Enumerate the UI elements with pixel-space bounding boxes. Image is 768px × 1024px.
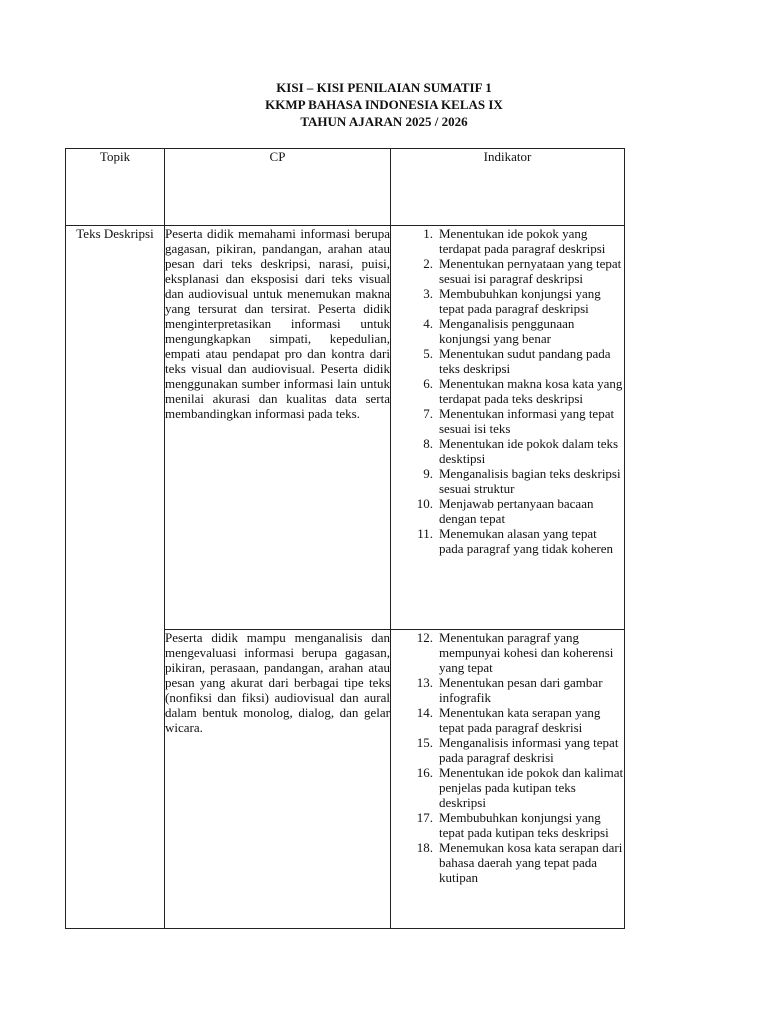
indicator-number: 14.	[416, 705, 433, 720]
indicator-item	[391, 675, 624, 705]
indicator-item	[391, 810, 624, 840]
indicator-text: Menentukan makna kosa kata yang terdapat pada teks deskripsi	[439, 376, 623, 406]
indicator-text: Menentukan kata serapan yang tepat pada paragraf deskrisi	[439, 705, 601, 735]
indicator-text: Membubuhkan konjungsi yang tepat pada paragraf deskripsi	[439, 286, 601, 316]
header-cp: CP	[165, 149, 391, 226]
document-title	[0, 79, 768, 130]
indicator-number: 13.	[416, 675, 433, 690]
indicator-text: Menentukan sudut pandang pada teks deskripsi	[439, 346, 611, 376]
indicator-number: 2.	[423, 256, 433, 271]
indicator-number: 7.	[423, 406, 433, 421]
indicator-text: Menjawab pertanyaan bacaan dengan tepat	[439, 496, 594, 526]
indicator-item	[391, 496, 624, 526]
indicator-number: 15.	[416, 735, 433, 750]
cp-cell: Peserta didik memahami informasi berupa gagasan, pikiran, pandangan, arahan atau pesan dari teks deskripsi, narasi, puisi, eksplanasi dan eksposisi dari teks visual dan audiovisual untuk menemukan makna yang tersurat dan tersirat. Peserta didik menginterpretasikan informasi untuk mengungkapkan simpati, kepedulian, empati atau pendapat pro dan kontra dari teks visual dan audiovisual. Peserta didik menggunakan sumber informasi lain untuk menilai akurasi dan kualitas data serta membandingkan informasi pada teks.	[165, 226, 391, 630]
indicator-text: Menemukan alasan yang tepat pada paragraf yang tidak koheren	[439, 526, 613, 556]
indicator-item	[391, 630, 624, 675]
indicator-number: 4.	[423, 316, 433, 331]
indicator-text: Menemukan kosa kata serapan dari bahasa daerah yang tepat pada kutipan	[439, 840, 623, 885]
indicator-text: Menentukan informasi yang tepat sesuai isi teks	[439, 406, 615, 436]
kisi-table	[65, 148, 625, 929]
indicator-item	[391, 436, 624, 466]
indicator-number: 5.	[423, 346, 433, 361]
table-header-row	[66, 149, 625, 226]
indicator-number: 16.	[416, 765, 433, 780]
cp-cell: Peserta didik mampu menganalisis dan mengevaluasi informasi berupa gagasan, pikiran, perasaan, pandangan, arahan atau pesan yang akurat dari berbagai tipe teks (nonfiksi dan fiksi) audiovisual dan aural dalam bentuk monolog, dialog, dan gelar wicara.	[165, 630, 391, 929]
header-topik: Topik	[66, 149, 165, 226]
indicator-number: 9.	[423, 466, 433, 481]
indicator-cell	[391, 226, 625, 630]
indicator-number: 11.	[417, 526, 433, 541]
indicator-item	[391, 376, 624, 406]
indicator-text: Menentukan ide pokok dalam teks desktipsi	[439, 436, 619, 466]
indicator-item	[391, 466, 624, 496]
indicator-number: 12.	[416, 630, 433, 645]
indicator-item	[391, 316, 624, 346]
indicator-text: Menganalisis bagian teks deskripsi sesuai struktur	[439, 466, 621, 496]
indicator-text: Menentukan pernyataan yang tepat sesuai isi paragraf deskripsi	[439, 256, 622, 286]
indicator-text: Menentukan paragraf yang mempunyai kohesi dan koherensi yang tepat	[439, 630, 614, 675]
indicator-number: 17.	[416, 810, 433, 825]
indicator-text: Menentukan ide pokok dan kalimat penjelas pada kutipan teks deskripsi	[439, 765, 624, 810]
header-indikator: Indikator	[391, 149, 625, 226]
indicator-number: 8.	[423, 436, 433, 451]
indicator-number: 3.	[423, 286, 433, 301]
indicator-item	[391, 705, 624, 735]
indicator-item	[391, 286, 624, 316]
indicator-item	[391, 406, 624, 436]
indicator-number: 18.	[416, 840, 433, 855]
indicator-item	[391, 346, 624, 376]
indicator-item	[391, 840, 624, 885]
indicator-text: Membubuhkan konjungsi yang tepat pada kutipan teks deskripsi	[439, 810, 609, 840]
indicator-item	[391, 526, 624, 556]
indicator-item	[391, 765, 624, 810]
indicator-cell	[391, 630, 625, 929]
title-line-1: KISI – KISI PENILAIAN SUMATIF 1	[276, 80, 492, 95]
indicator-list	[391, 226, 624, 556]
indicator-text: Menganalisis informasi yang tepat pada paragraf deskrisi	[439, 735, 619, 765]
indicator-text: Menentukan ide pokok yang terdapat pada paragraf deskripsi	[439, 226, 606, 256]
indicator-list	[391, 630, 624, 885]
indicator-number: 10.	[416, 496, 433, 511]
indicator-item	[391, 226, 624, 256]
title-line-3: TAHUN AJARAN 2025 / 2026	[300, 114, 468, 129]
indicator-item	[391, 735, 624, 765]
indicator-item	[391, 256, 624, 286]
title-line-2: KKMP BAHASA INDONESIA KELAS IX	[265, 97, 503, 112]
indicator-number: 1.	[423, 226, 433, 241]
table-row	[66, 226, 625, 630]
indicator-text: Menganalisis penggunaan konjungsi yang benar	[439, 316, 575, 346]
topic-cell: Teks Deskripsi	[66, 226, 165, 929]
indicator-text: Menentukan pesan dari gambar infografik	[439, 675, 603, 705]
indicator-number: 6.	[423, 376, 433, 391]
